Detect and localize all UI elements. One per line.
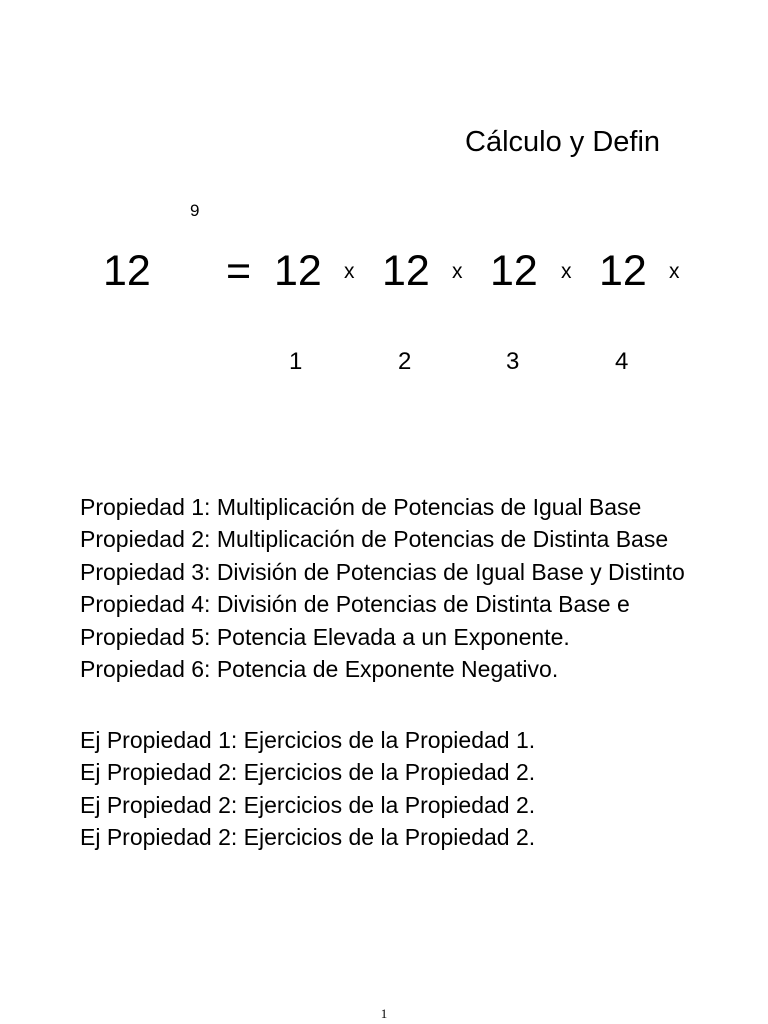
property-link-2[interactable]: Propiedad 2: Multiplicación de Potencias de Distinta Base bbox=[80, 526, 669, 553]
exercise-list bbox=[80, 724, 535, 854]
factor-3: 12 bbox=[490, 247, 538, 295]
factor-2: 12 bbox=[382, 247, 430, 295]
factor-4: 12 bbox=[599, 247, 647, 295]
factor-index-1: 1 bbox=[289, 348, 303, 375]
exercise-link-1[interactable]: Ej Propiedad 1: Ejercicios de la Propiedad 1. bbox=[80, 727, 536, 753]
times-symbol-2: x bbox=[452, 260, 463, 283]
factor-index-3: 3 bbox=[506, 348, 520, 375]
factor-index-4: 4 bbox=[615, 348, 629, 375]
equation-equals: = bbox=[226, 247, 252, 295]
property-list bbox=[80, 491, 685, 685]
factor-index-2: 2 bbox=[398, 348, 412, 375]
exercise-link-4[interactable]: Ej Propiedad 2: Ejercicios de la Propiedad 2. bbox=[80, 824, 536, 851]
exercise-link-2[interactable]: Ej Propiedad 2: Ejercicios de la Propiedad 2. bbox=[80, 759, 536, 786]
property-link-5[interactable]: Propiedad 5: Potencia Elevada a un Exponente. bbox=[80, 623, 570, 650]
equation-exponent: 9 bbox=[190, 201, 200, 220]
factor-1: 12 bbox=[274, 247, 322, 295]
times-symbol-3: x bbox=[561, 260, 572, 283]
page-title: Cálculo y Defin bbox=[465, 126, 661, 158]
times-symbol-1: x bbox=[344, 260, 355, 283]
property-link-4[interactable]: Propiedad 4: División de Potencias de Distinta Base e bbox=[80, 591, 630, 618]
times-symbol-4: x bbox=[669, 260, 680, 283]
page-number: 1 bbox=[380, 1006, 388, 1021]
property-link-3[interactable]: Propiedad 3: División de Potencias de Igual Base y Distinto bbox=[80, 558, 685, 585]
exercise-link-3[interactable]: Ej Propiedad 2: Ejercicios de la Propiedad 2. bbox=[80, 791, 536, 818]
property-link-6[interactable]: Propiedad 6: Potencia de Exponente Negativo. bbox=[80, 656, 559, 683]
property-link-1[interactable]: Propiedad 1: Multiplicación de Potencias de Igual Base bbox=[80, 494, 642, 520]
equation-base: 12 bbox=[103, 247, 151, 295]
